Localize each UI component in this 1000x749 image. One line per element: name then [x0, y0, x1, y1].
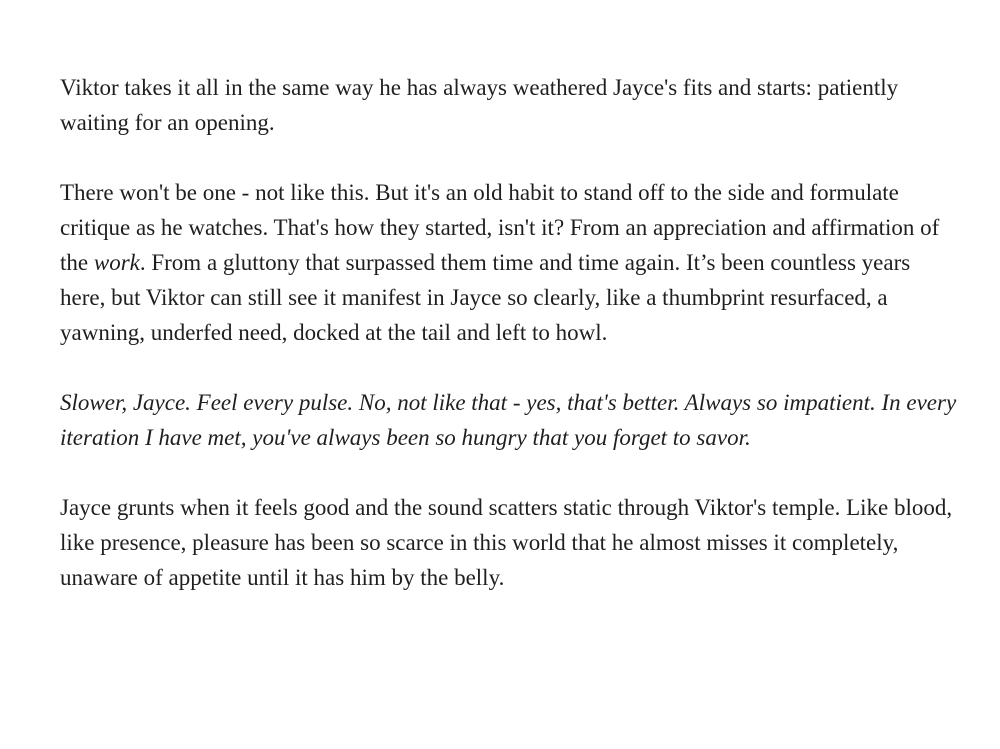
paragraph-1: Viktor takes it all in the same way he has always weathered Jayce's fits and starts: patiently waiting for an opening.: [60, 75, 899, 135]
document-body: [60, 70, 960, 630]
paragraph-3-italic: Slower, Jayce. Feel every pulse. No, not like that - yes, that's better. Always so impatient. In every iteration I have met, you've always been so hungry that you forget to savor.: [60, 390, 957, 450]
emphasis-work: work: [93, 250, 140, 275]
paragraph-2-text-end: . From a gluttony that surpassed them time and time again. It’s been countless years here, but Viktor can still see it manifest in Jayce so clearly, like a thumbprint resurfaced, a yawning, underfed need, docked at the tail and left to howl.: [60, 250, 911, 345]
paragraph-4: Jayce grunts when it feels good and the sound scatters static through Viktor's temple. Like blood, like presence, pleasure has been so scarce in this world that he almost misses it completely, unaware of appetite until it has him by the belly.: [60, 495, 953, 590]
paragraph-2-text-start: There won't be one - not like this. But it's an old habit to stand off to the side and formulate critique as he watches. That's how they started, isn't it? From an appreciation and affirmation of the: [60, 180, 940, 275]
paragraph-2: [60, 175, 960, 350]
